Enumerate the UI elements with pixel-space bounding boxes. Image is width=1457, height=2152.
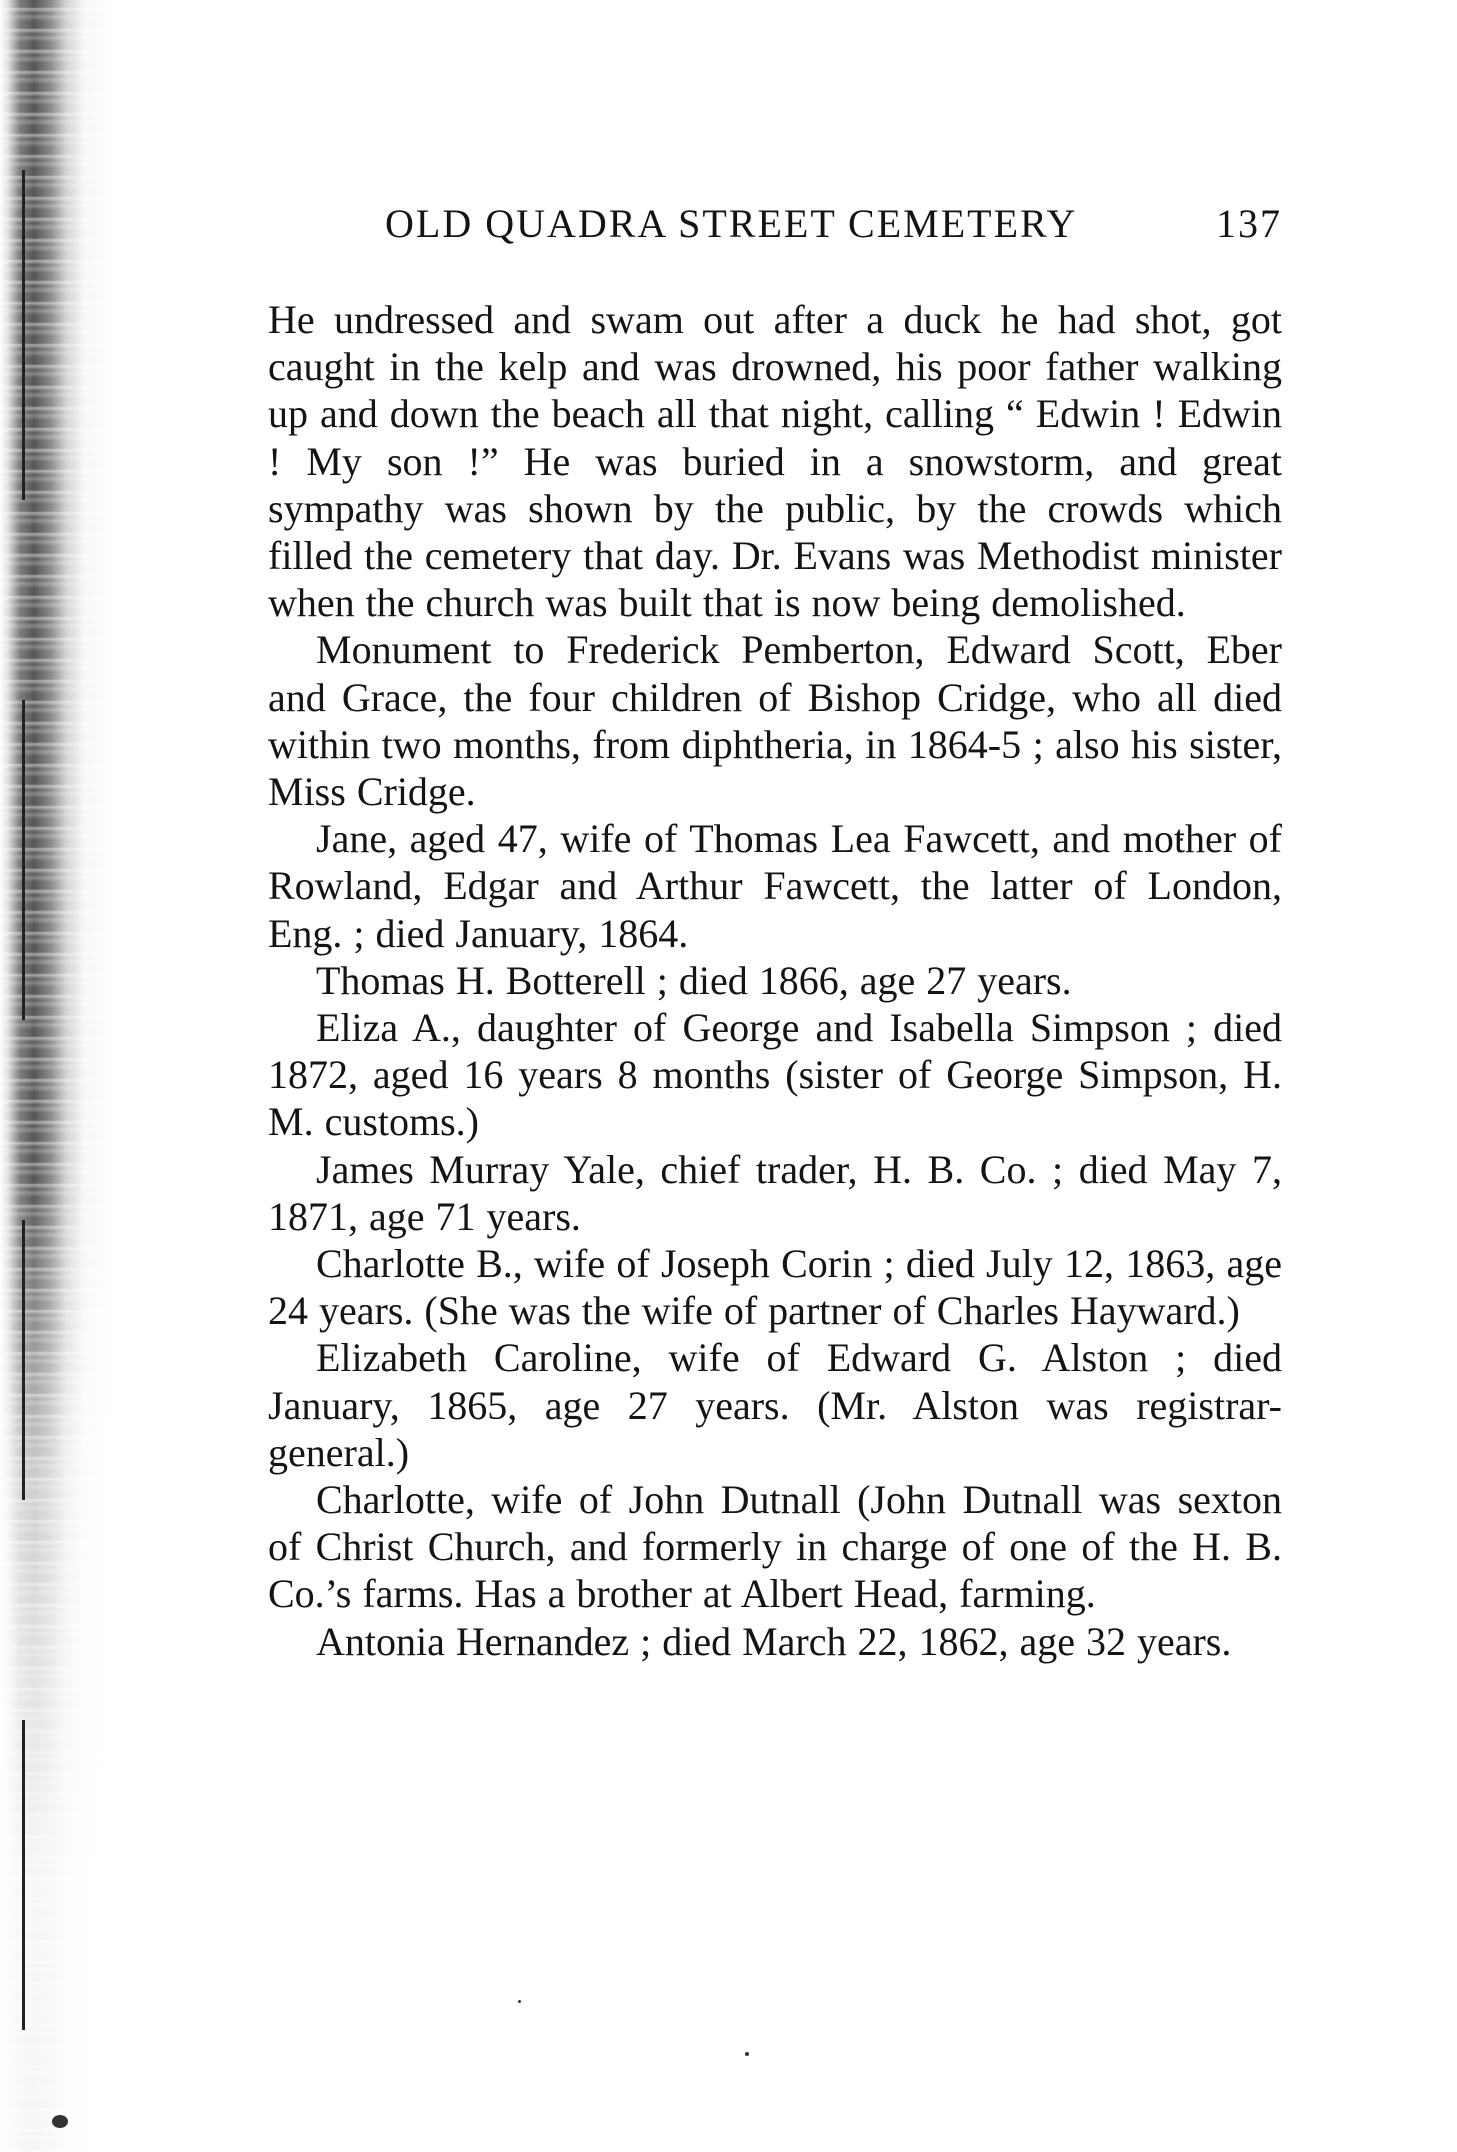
paragraph: He undressed and swam out after a duck he had shot, got caught in the kelp and was drowned, his poor father walking up and down the beach all that night, calling “ Edwin ! Edwin ! My son !” He was buried in a snowstorm, and great sympathy was shown by the public, by the crowds which filled the cemetery that day. Dr. Evans was Methodist minister when the church was built that is now being demolished. bbox=[268, 297, 1282, 626]
stray-ink-mark bbox=[518, 2000, 521, 2003]
paragraph: Monument to Frederick Pemberton, Edward Scott, Eber and Grace, the four children of Bishop Cridge, who all died within two months, from diphtheria, in 1864-5 ; also his sister, Miss Cridge. bbox=[268, 627, 1282, 815]
binding-edge-line bbox=[22, 1220, 25, 1500]
running-header bbox=[270, 200, 1282, 260]
binding-edge-line bbox=[22, 170, 25, 500]
paragraph: Charlotte, wife of John Dutnall (John Dutnall was sexton of Christ Church, and formerly in charge of one of the H. B. Co.’s farms. Has a brother at Albert Head, farming. bbox=[268, 1477, 1282, 1617]
binding-edge-line bbox=[22, 1720, 25, 2030]
paragraph: Jane, aged 47, wife of Thomas Lea Fawcett, and mother of Rowland, Edgar and Arthur Fawcett, the latter of London, Eng. ; died January, 1864. bbox=[268, 816, 1282, 956]
paragraph: Thomas H. Botterell ; died 1866, age 27 years. bbox=[316, 957, 1072, 1003]
stray-ink-mark bbox=[745, 2052, 749, 2056]
paragraph: Antonia Hernandez ; died March 22, 1862, age 32 years. bbox=[316, 1618, 1232, 1664]
binding-edge-line bbox=[22, 700, 25, 1020]
paragraph: James Murray Yale, chief trader, H. B. Co. ; died May 7, 1871, age 71 years. bbox=[268, 1146, 1282, 1239]
paragraph: Eliza A., daughter of George and Isabella Simpson ; died 1872, aged 16 years 8 months (sister of George Simpson, H. M. customs.) bbox=[268, 1005, 1282, 1145]
body-text bbox=[268, 296, 1282, 1665]
paragraph: Charlotte B., wife of Joseph Corin ; died July 12, 1863, age 24 years. (She was the wife of partner of Charles Hayward.) bbox=[268, 1241, 1282, 1334]
stray-ink-mark bbox=[52, 2115, 68, 2128]
paragraph: Elizabeth Caroline, wife of Edward G. Alston ; died January, 1865, age 27 years. (Mr. Alston was registrar-general.) bbox=[268, 1335, 1282, 1475]
page-number: 137 bbox=[1216, 201, 1282, 246]
binding-shadow-fade bbox=[0, 1180, 120, 2152]
running-title: OLD QUADRA STREET CEMETERY bbox=[385, 201, 1078, 246]
